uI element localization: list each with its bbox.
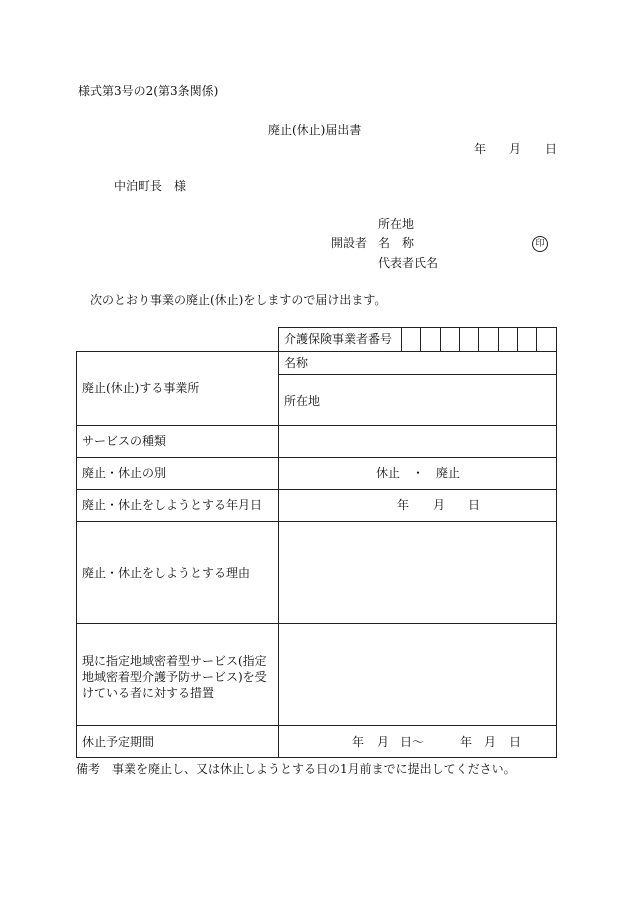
number-box-divider bbox=[420, 327, 421, 351]
period-from-day: 日〜 bbox=[400, 735, 425, 749]
table-line bbox=[556, 327, 557, 758]
table-line bbox=[76, 725, 557, 726]
table-line bbox=[278, 327, 556, 328]
number-box-divider bbox=[536, 327, 537, 351]
table-line bbox=[76, 623, 557, 624]
table-line bbox=[76, 457, 557, 458]
page-title: 廃止(休止)届出書 bbox=[268, 123, 362, 137]
period-to-month: 月 bbox=[484, 735, 497, 749]
number-box-divider bbox=[478, 327, 479, 351]
number-box-divider bbox=[401, 327, 402, 351]
office-name-label: 名称 bbox=[284, 356, 309, 370]
measures-label-line-1: 現に指定地域密着型サービス(指定 bbox=[82, 654, 267, 668]
measures-label-line-3: けている者に対する措置 bbox=[82, 686, 215, 700]
applicant-label: 開設者 bbox=[331, 236, 368, 250]
date-month-label: 月 bbox=[509, 142, 522, 156]
table-line bbox=[76, 521, 557, 522]
addressee: 中泊町長 様 bbox=[114, 179, 187, 193]
office-address-label: 所在地 bbox=[284, 394, 321, 408]
number-box-divider bbox=[517, 327, 518, 351]
remarks-label: 備考 bbox=[76, 762, 101, 776]
applicant-address-label: 所在地 bbox=[378, 217, 415, 231]
table-line bbox=[76, 351, 77, 758]
applicant-representative-label: 代表者氏名 bbox=[378, 256, 439, 270]
seal-mark: 印 bbox=[532, 236, 548, 252]
table-line bbox=[76, 425, 557, 426]
period-to-year: 年 bbox=[460, 735, 473, 749]
number-box-divider bbox=[498, 327, 499, 351]
period-from-month: 月 bbox=[377, 735, 390, 749]
remarks-text: 事業を廃止し、又は休止しようとする日の1月前までに提出してください。 bbox=[112, 762, 516, 776]
table-line bbox=[278, 327, 279, 758]
reason-label: 廃止・休止をしようとする理由 bbox=[82, 566, 251, 580]
table-line bbox=[76, 489, 557, 490]
table-line bbox=[76, 757, 557, 758]
period-to-day: 日 bbox=[509, 735, 522, 749]
period-label: 休止予定期間 bbox=[82, 735, 155, 749]
applicant-name-label: 名 称 bbox=[378, 236, 415, 250]
date-year-label: 年 bbox=[474, 142, 487, 156]
number-box-divider bbox=[459, 327, 460, 351]
date-value-month: 月 bbox=[433, 498, 446, 512]
date-label: 廃止・休止をしようとする年月日 bbox=[82, 498, 263, 512]
service-type-label: サービスの種類 bbox=[82, 434, 167, 448]
date-day-label: 日 bbox=[545, 142, 558, 156]
form-number: 様式第3号の2(第3条関係) bbox=[78, 84, 219, 98]
date-value-year: 年 bbox=[397, 498, 410, 512]
distinction-value: 休止 ・ 廃止 bbox=[376, 466, 461, 480]
measures-label-line-2: 地域密着型介護予防サービス)を受 bbox=[82, 670, 267, 684]
office-label: 廃止(休止)する事業所 bbox=[82, 381, 200, 395]
intro-text: 次のとおり事業の廃止(休止)をしますので届け出ます。 bbox=[90, 293, 387, 307]
table-line bbox=[278, 374, 556, 375]
distinction-label: 廃止・休止の別 bbox=[82, 466, 167, 480]
number-box-divider bbox=[440, 327, 441, 351]
period-from-year: 年 bbox=[352, 735, 365, 749]
office-number-label: 介護保険事業者番号 bbox=[284, 332, 393, 346]
date-value-day: 日 bbox=[468, 498, 481, 512]
table-line bbox=[76, 351, 557, 352]
